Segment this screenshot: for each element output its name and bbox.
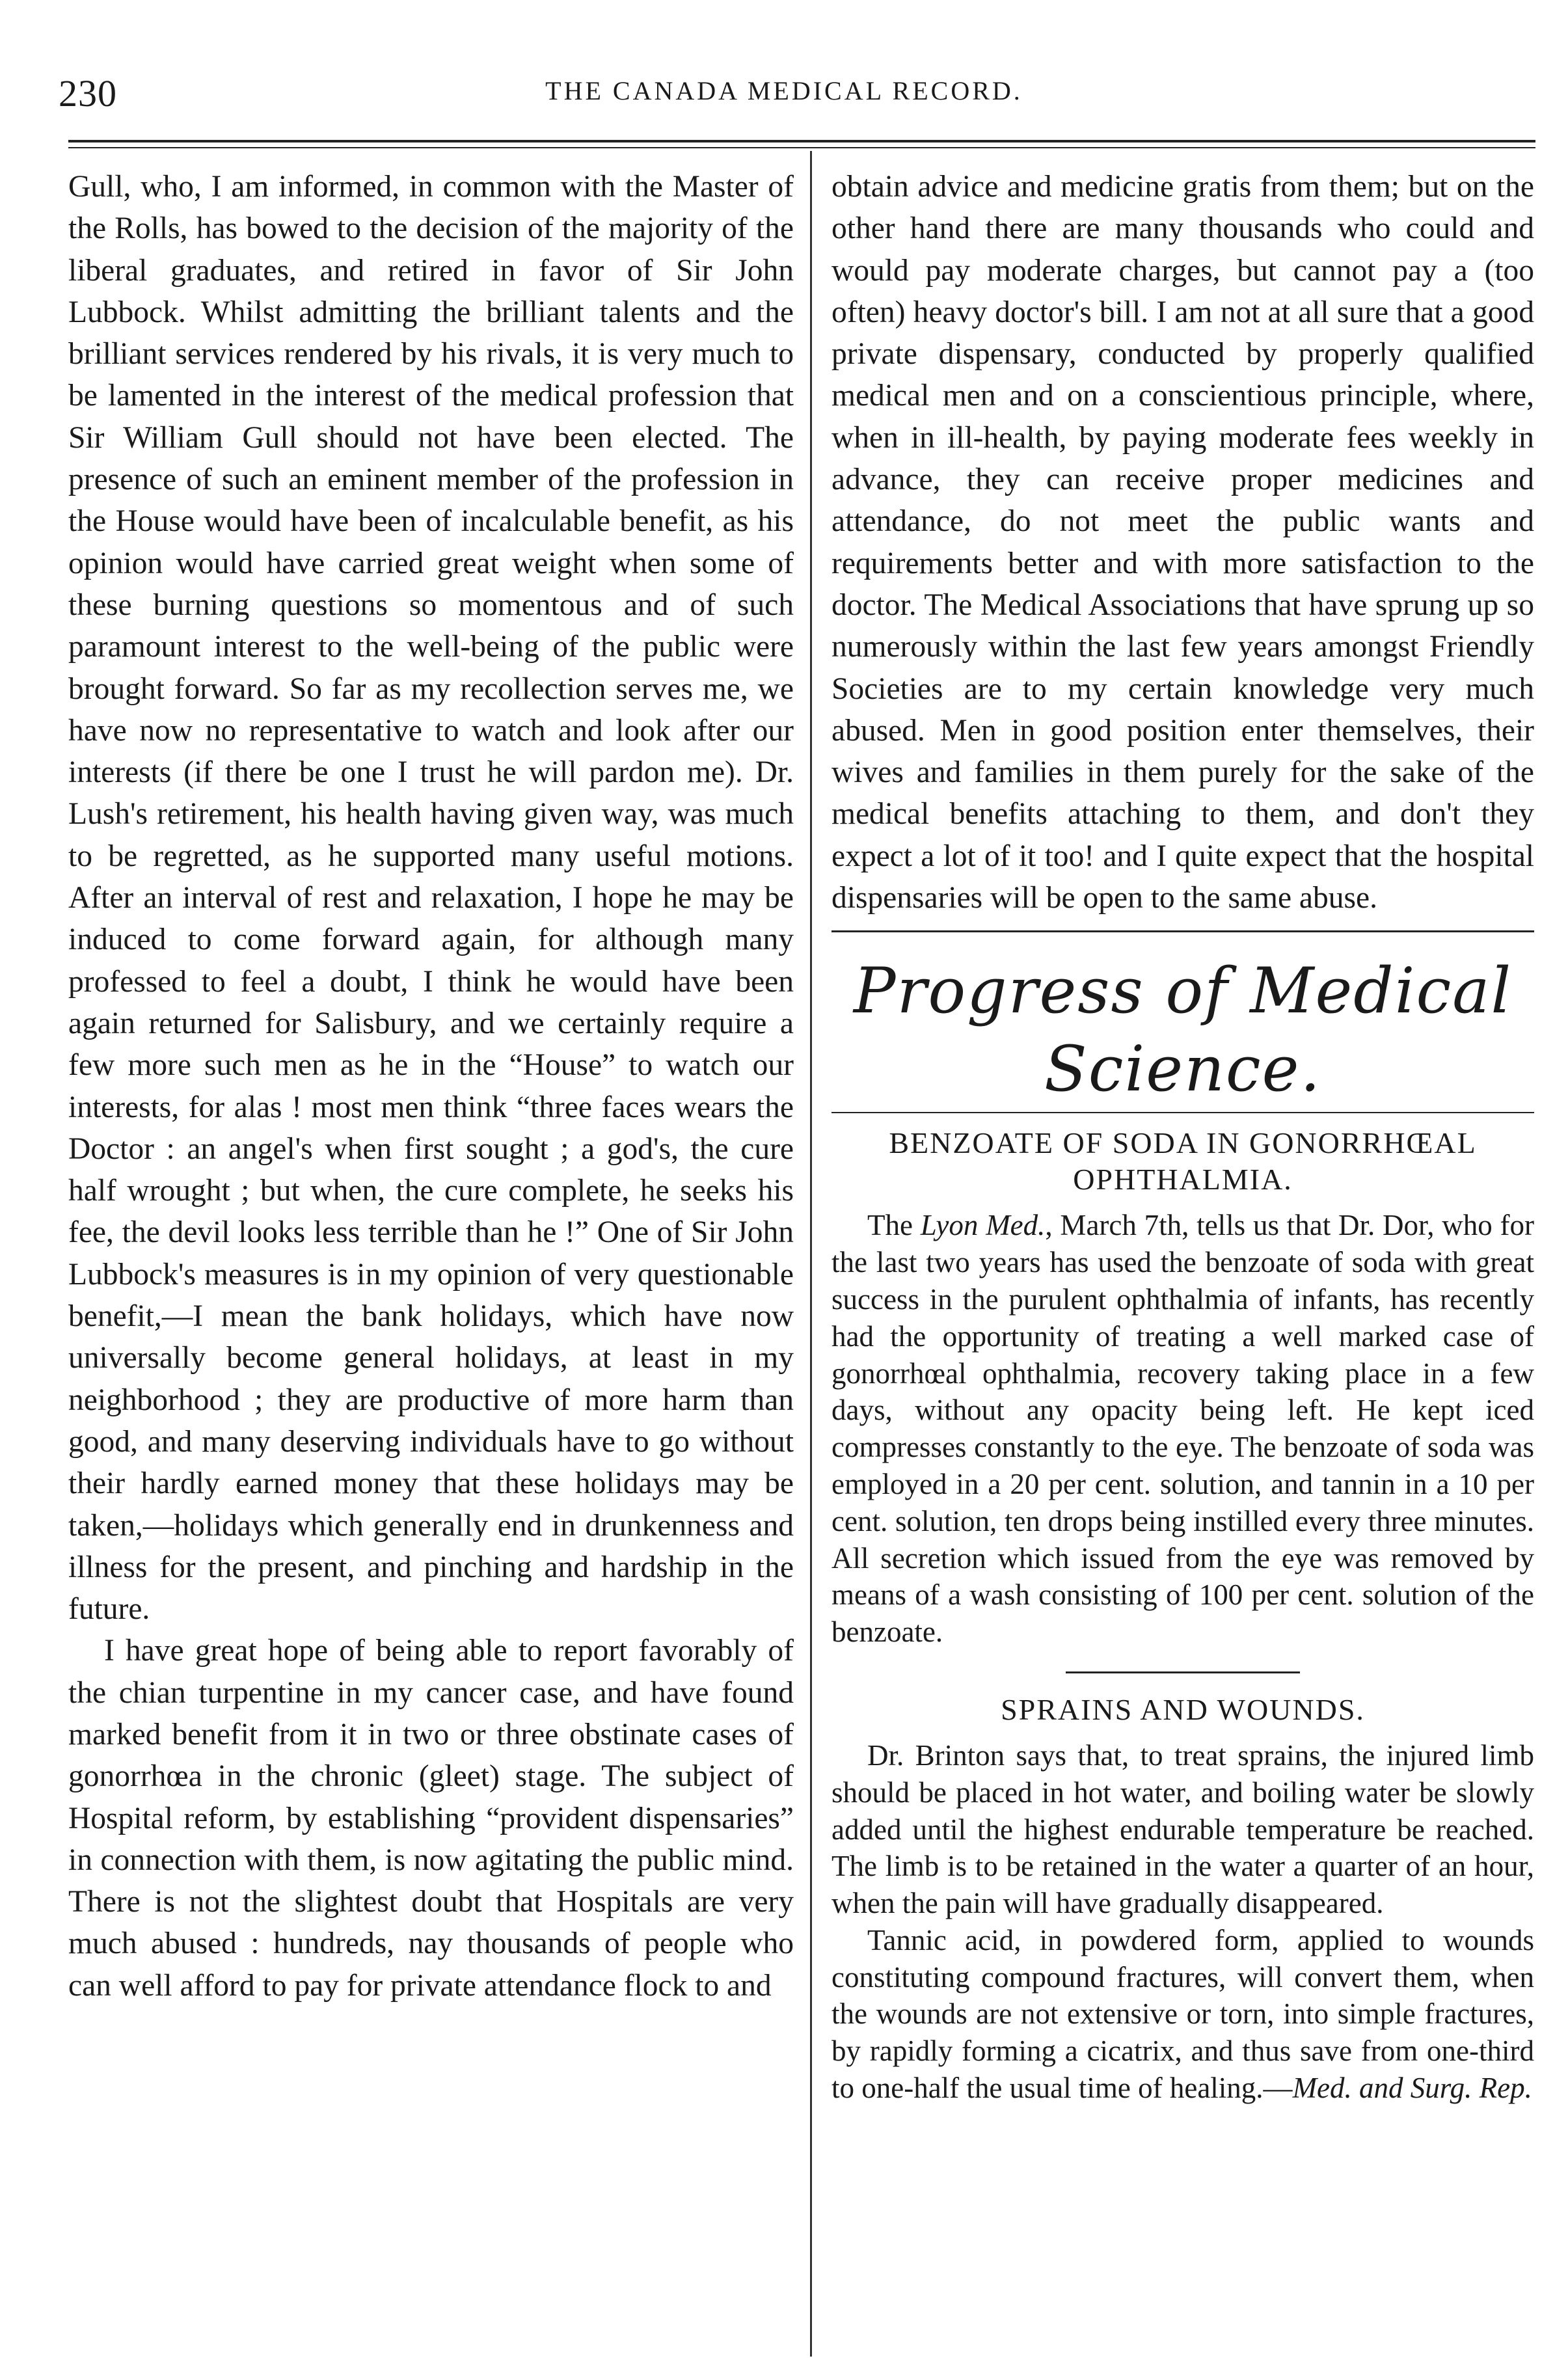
- article-body-benzoate: [831, 1207, 1534, 1651]
- article-body-sprains-2-text: Tannic acid, in powdered form, applied to wounds constituting compound fractures, will convert them, when the wounds are not extensive or torn, into simple fractures, by rapidly forming a cicatrix, and thus save from one-third to one-half the usual time of healing.—: [831, 1923, 1534, 2105]
- section-rule-bottom: [831, 1112, 1534, 1113]
- left-paragraph-2: I have great hope of being able to report favorably of the chian turpentine in my cancer case, and have found marked benefit from it in two or three obstinate cases of gonorrhœa in the chronic (gleet) stage. The subject of Hospital reform, by establishing “provident dispensaries” in connection with them, is now agitating the public mind. There is not the slightest doubt that Hospitals are very much abused : hundreds, nay thousands of people who can well afford to pay for private attendance flock to and: [68, 1634, 794, 2003]
- article-body-text: , March 7th, tells us that Dr. Dor, who for the last two years has used the benzoate of soda with great success in the purulent ophthalmia of infants, has recently had the opportunity of treating a well marked case of gonorrhœal ophthalmia, recovery taking place in a few days, without any opacity being left. He kept iced compresses constantly to the eye. The benzoate of soda was employed in a 20 per cent. solution, and tannin in a 10 per cent. solution, ten drops being instilled every three minutes. All secretion which issued from the eye was removed by means of a wash consisting of 100 per cent. solution of the benzoate.: [831, 1209, 1534, 1649]
- header-rule-thick: [68, 140, 1535, 142]
- left-paragraph-1: Gull, who, I am informed, in common with the Master of the Rolls, has bowed to the decision of the majority of the liberal graduates, and retired in favor of Sir John Lubbock. Whilst admitting the brilliant talents and the brilliant services rendered by his rivals, it is very much to be lamented in the interest of the medical profession that Sir William Gull should not have been elected. The presence of such an eminent member of the profession in the House would have been of incalculable benefit, as his opinion would have carried great weight when some of these burning questions so momentous and of such paramount interest to the well-being of the public were brought forward. So far as my recollection serves me, we have now no representative to watch and look after our interests (if there be one I trust he will pardon me). Dr. Lush's retirement, his health having given way, was much to be regretted, as he supported many useful motions. After an interval of rest and relaxation, I hope he may be induced to come forward again, for although many professed to feel a doubt, I think he would have been again returned for Salisbury, and we certainly require a few more such men as he in the “House” to watch our interests, for alas ! most men think “three faces wears the Doctor : an angel's when first sought ; a god's, the cure half wrought ; but when, the cure complete, he seeks his fee, the devil looks less terrible than he !” One of Sir John Lubbock's measures is in my opinion of very questionable benefit,—I mean the bank holidays, which have now universally become general holidays, at least in my neighborhood ; they are productive of more harm than good, and many deserving individuals have to go without their hardly earned money that these holidays may be taken,—holidays which generally end in drunkenness and illness for the present, and pinching and hardship in the future.: [68, 170, 794, 1627]
- article-body-sprains-1: Dr. Brinton says that, to treat sprains, the injured limb should be placed in hot water, and boiling water be slowly added until the highest endurable temperature be reached. The limb is to be retained in the water a quarter of an hour, when the pain will have gradually disappeared.: [831, 1738, 1534, 1920]
- article-title-sprains: SPRAINS AND WOUNDS.: [1001, 1692, 1365, 1726]
- section-banner: Progress of Medical Science.: [853, 954, 1513, 1106]
- right-continuation-paragraph: obtain advice and medicine gratis from them; but on the other hand there are many thousands who could and would pay moderate charges, but cannot pay a (too often) heavy doctor's bill. I am not at all sure that a good private dispensary, conducted by properly qualified medical men and on a conscientious principle, where, when in ill-health, by paying moderate fees weekly in advance, they can receive proper medicines and attendance, do not meet the public wants and requirements better and with more satisfaction to the doctor. The Medical Associations that have sprung up so numerously within the last few years amongst Friendly Societies are to my certain knowledge very much abused. Men in good position enter themselves, their wives and families in them purely for the sake of the medical benefits attaching to them, and don't they expect a lot of it too! and I quite expect that the hospital dispensaries will be open to the same abuse.: [831, 170, 1534, 915]
- column-divider: [810, 151, 812, 2357]
- article-source-med-surg: Med. and Surg. Rep.: [1292, 2072, 1532, 2105]
- right-column: [831, 166, 1534, 2107]
- page-number: 230: [59, 72, 117, 115]
- article-title-benzoate: BENZOATE OF SODA IN GONORRHŒAL OPHTHALMIA.: [889, 1126, 1477, 1197]
- article-source-lyon: Lyon Med.: [920, 1209, 1046, 1242]
- page-header: [59, 72, 1509, 115]
- article-lead-in: The: [867, 1209, 921, 1242]
- running-title: THE CANADA MEDICAL RECORD.: [545, 76, 1023, 105]
- left-column: [68, 166, 794, 2007]
- article-separator: [1066, 1671, 1300, 1673]
- section-rule-top: [831, 930, 1534, 932]
- article-body-sprains-2: [831, 1922, 1534, 2107]
- header-rule-thin: [68, 147, 1535, 148]
